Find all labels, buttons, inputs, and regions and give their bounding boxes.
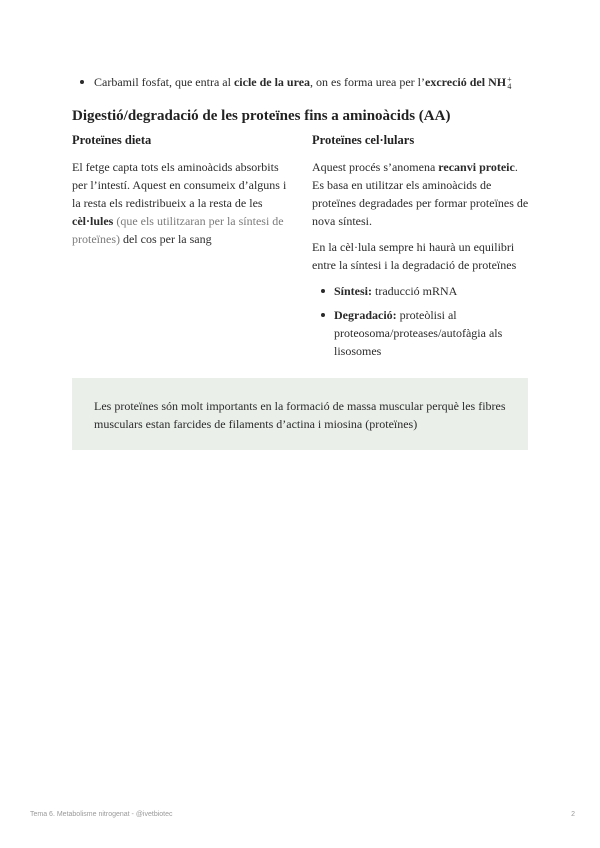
paragraph-text: El fetge capta tots els aminoàcids absorbits per l’intestí. Aquest en consumeix d’alguns i la resta els redistribueix a la resta de les [72, 160, 287, 210]
paragraph-text: . Es basa en utilitzar els aminoàcids de proteïnes degradades per formar proteïnes de nova síntesi. [312, 160, 529, 228]
process-list [312, 282, 530, 360]
bullet-bold-term: excreció del NH [425, 75, 507, 89]
list-item [312, 306, 530, 360]
muted-text: (que els utilitzaran per la síntesi de proteïnes) [72, 214, 284, 246]
list-item-text: proteòlisi al proteosoma/proteases/autofàgia als lisosomes [334, 308, 503, 358]
footer-label: Tema 6. Metabolisme nitrogenat - @ivetbiotec [30, 811, 173, 818]
bullet-bold-term: cicle de la urea [233, 75, 311, 89]
paragraph-text: Aquest procés s’anomena [312, 160, 439, 174]
superscript: + [507, 75, 512, 85]
list-item [312, 282, 530, 300]
list-item-label: Síntesi: [334, 284, 373, 298]
right-column [312, 132, 530, 366]
page-number: 2 [571, 811, 575, 818]
page-footer [30, 811, 575, 818]
callout-box: Les proteïnes són molt importants en la formació de massa muscular perquè les fibres musculars estan farcides de filaments d’actina i miosina (proteïnes) [72, 378, 528, 450]
right-column-paragraph-2: En la cèl·lula sempre hi haurà un equilibri entre la síntesi i la degradació de proteïnes [312, 240, 517, 272]
list-item-label: Degradació: [334, 308, 397, 322]
right-column-heading: Proteïnes cel·lulars [312, 133, 415, 147]
top-bullet-list [78, 73, 548, 91]
bullet-text: Carbamil fosfat, que entra al [94, 75, 234, 89]
bold-term: recanvi proteic [438, 160, 515, 174]
list-item [78, 73, 548, 91]
list-item-text: traducció mRNA [372, 284, 458, 298]
left-column-heading: Proteïnes dieta [72, 133, 152, 147]
section-title: Digestió/degradació de les proteïnes fins a aminoàcids (AA) [72, 108, 451, 124]
left-column-paragraph [72, 158, 288, 248]
left-column [72, 132, 288, 256]
ammonium-charge [507, 76, 512, 90]
subscript: 4 [507, 82, 512, 92]
bullet-text: , on es forma urea per l’ [310, 75, 425, 89]
right-column-paragraph-1 [312, 158, 530, 230]
paragraph-text: del cos per la sang [119, 232, 212, 246]
bold-term: cèl·lules [72, 214, 114, 228]
